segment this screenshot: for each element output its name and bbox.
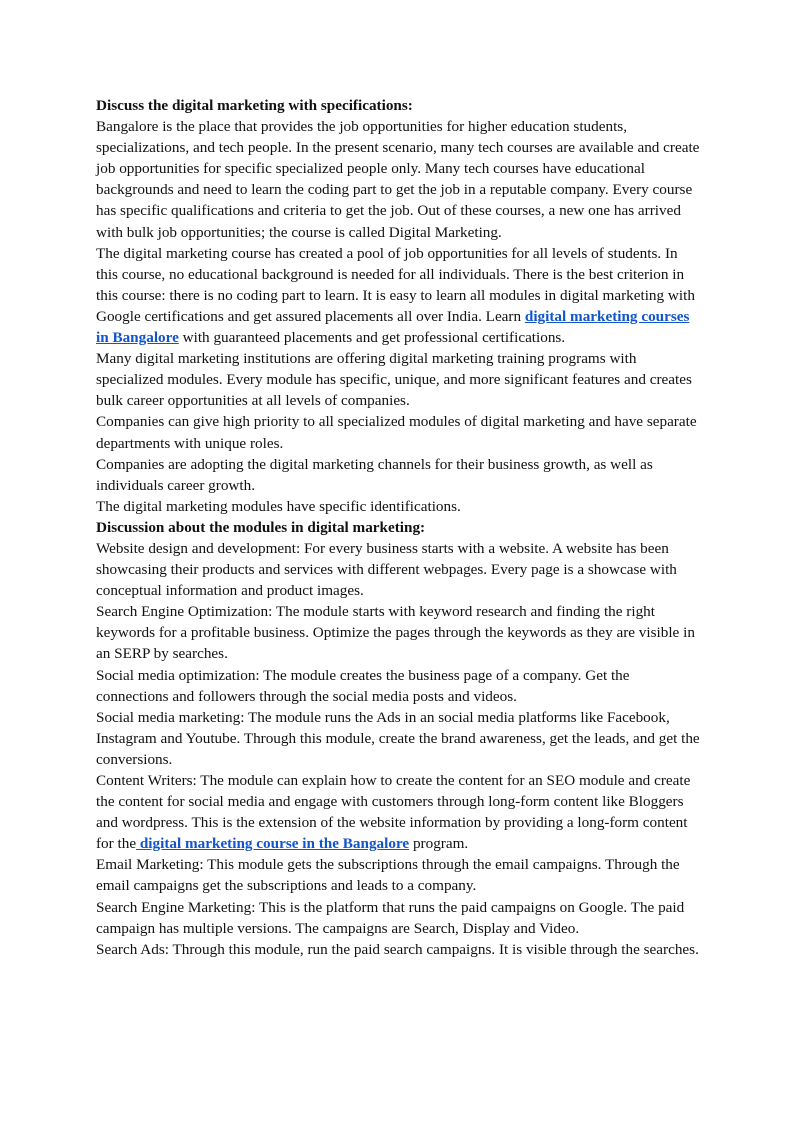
paragraph-bangalore-intro: Bangalore is the place that provides the job opportunities for higher education students, specializations, and tech people. In the present scenario, many tech courses are available and create job opportunities for specific specialized people only. Many tech courses have educational backgrounds and need to learn the coding part to get the job in a reputable company. Every course has specific qualifications and criteria to get the job. Out of these courses, a new one has arrived with bulk job opportunities; the course is called Digital Marketing. [96,118,700,241]
paragraph-modules-identifications: The digital marketing modules have specific identifications. [96,497,461,515]
paragraph-website-design: Website design and development: For every business starts with a website. A website has been showcasing their products and services with different webpages. Every page is a showcase with conceptual information and product images. [96,539,677,600]
paragraph-email-marketing: Email Marketing: This module gets the subscriptions through the email campaigns. Through the email campaigns get the subscriptions and leads to a company. [96,856,680,895]
paragraph-course-overview [96,243,700,348]
paragraph-text: Content Writers: The module can explain how to create the content for an SEO module and create the content for social media and engage with customers through long-form content like Bloggers and wordpress. This is the extension of the website information by providing a long-form content for the [96,772,691,853]
paragraph-text: with guaranteed placements and get professional certifications. [178,329,566,347]
document-page [96,95,700,960]
paragraph-text: program. [409,835,469,853]
digital-marketing-courses-link[interactable]: digital marketing courses in Bangalore [96,307,690,347]
paragraph-institutions: Many digital marketing institutions are offering digital marketing training programs with specialized modules. Every module has specific, unique, and more significant features and creates bulk career opportunities at all levels of companies. [96,350,692,410]
paragraph-content-writers [96,770,700,854]
section-heading-specifications: Discuss the digital marketing with specifications: [96,97,413,114]
paragraph-text: The digital marketing course has created a pool of job opportunities for all levels of students. In this course, no educational background is needed for all individuals. There is the best criterion in this course: there is no coding part to learn. It is easy to learn all modules in digital marketing with Google certifications and get assured placements all over India. Learn [96,244,695,325]
paragraph-companies-priority: Companies can give high priority to all specialized modules of digital marketing and have separate departments with unique roles. [96,413,697,452]
digital-marketing-course-link[interactable]: digital marketing course in the Bangalore [136,835,410,853]
paragraph-sem: Search Engine Marketing: This is the platform that runs the paid campaigns on Google. The paid campaign has multiple versions. The campaigns are Search, Display and Video. [96,898,685,937]
paragraph-companies-adopting: Companies are adopting the digital marketing channels for their business growth, as well as individuals career growth. [96,455,653,494]
paragraph-seo: Search Engine Optimization: The module starts with keyword research and finding the right keywords for a profitable business. Optimize the pages through the keywords as they are visible in an SERP by searches. [96,603,695,663]
paragraph-smm: Social media marketing: The module runs the Ads in an social media platforms like Facebook, Instagram and Youtube. Through this module, create the brand awareness, get the leads, and get the conversions. [96,708,700,768]
section-heading-modules: Discussion about the modules in digital marketing: [96,518,426,536]
paragraph-search-ads: Search Ads: Through this module, run the paid search campaigns. It is visible through the searches. [96,940,699,958]
paragraph-smo: Social media optimization: The module creates the business page of a company. Get the connections and followers through the social media posts and videos. [96,666,630,705]
